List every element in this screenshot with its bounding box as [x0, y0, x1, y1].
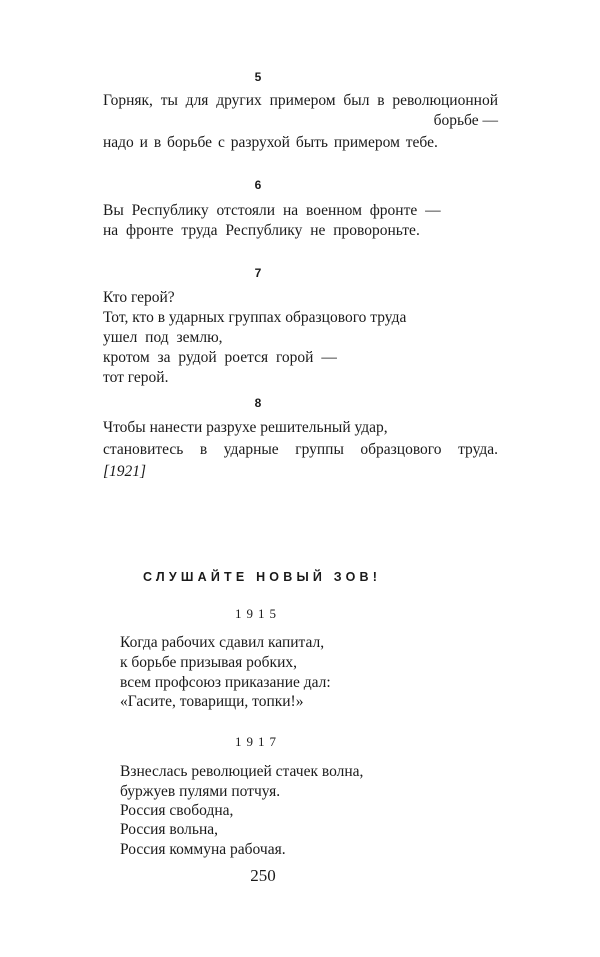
verse-line: Россия свободна, [120, 802, 234, 819]
verse-line: Кто герой? [103, 289, 175, 306]
page-number: 250 [250, 866, 276, 885]
verse-line: на фронте труда Республику не провороньте. [103, 222, 420, 239]
verse-line: всем профсоюз приказание дал: [120, 674, 331, 691]
verse-line: Вы Республику отстояли на военном фронте — [103, 202, 441, 219]
section-number: 7 [254, 266, 262, 280]
verse-line: надо и в борьбе с разрухой быть примером тебе. [103, 134, 438, 151]
verse-line: Когда рабочих сдавил капитал, [120, 634, 325, 651]
year-heading: 1917 [235, 734, 281, 749]
section-number: 5 [254, 70, 262, 84]
section-number: 6 [254, 178, 262, 192]
section-number: 8 [254, 396, 262, 410]
verse-line: кротом за рудой роется горой — [103, 349, 337, 366]
verse-line: тот герой. [103, 369, 169, 386]
verse-line: Чтобы нанести разрухе решительный удар, [103, 419, 388, 436]
verse-line: ушел под землю, [103, 329, 223, 346]
verse-line: Россия вольна, [120, 821, 219, 838]
verse-line: Взнеслась революцией стачек волна, [120, 763, 364, 780]
verse-line: Горняк, ты для других примером был в революционной [103, 92, 498, 109]
verse-line: буржуев пулями потчуя. [120, 783, 281, 800]
verse-line: «Гасите, товарищи, топки!» [120, 693, 304, 710]
date-note: [1921] [103, 463, 147, 480]
verse-line: Тот, кто в ударных группах образцового труда [103, 309, 407, 326]
year-heading: 1915 [235, 606, 281, 621]
poem-title: СЛУШАЙТЕ НОВЫЙ ЗОВ! [143, 570, 382, 584]
verse-line: к борьбе призывая робких, [120, 654, 298, 671]
verse-line: борьбе — [433, 112, 498, 129]
verse-line: становитесь в ударные группы образцового труда. [103, 441, 498, 458]
verse-line: Россия коммуна рабочая. [120, 841, 286, 858]
